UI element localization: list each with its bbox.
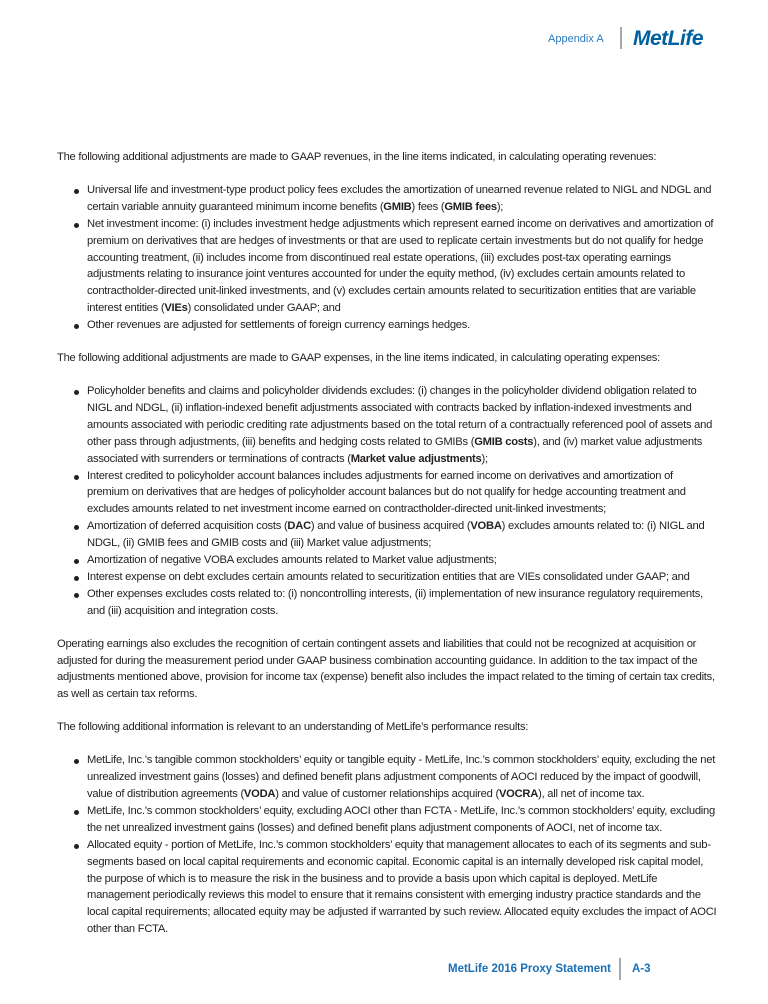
list-item [87, 586, 717, 620]
document-body [57, 149, 717, 954]
list-item [87, 837, 717, 938]
bold-term: VOBA [470, 520, 502, 533]
header-divider [620, 27, 622, 49]
section-label: Appendix A [548, 33, 604, 45]
bold-term: VOCRA [498, 788, 539, 800]
text-segment: ) and value of customer relationships acquired ( [275, 788, 499, 800]
list-item [87, 383, 717, 468]
paragraph [57, 636, 717, 704]
list-item [87, 552, 717, 569]
bullet-list [57, 383, 717, 620]
page-footer [0, 958, 768, 984]
bullet-list [57, 182, 717, 334]
list-item [87, 182, 717, 216]
text-segment: Operating earnings also excludes the recognition of certain contingent assets and liabilities that could not be recognized at acquisition or adjusted for during the measurement period under GAAP business combination accounting guidance. In addition to the tax impact of the adjustments mentioned above, provision for income tax (expense) benefit also includes the impact related to the timing of certain tax credits, as well as certain tax reforms. [57, 637, 715, 701]
list-item [87, 468, 717, 519]
text-segment: ) and value of business acquired ( [310, 520, 471, 533]
text-segment: ) excludes amounts related to: (i) NIGL and NDGL, (ii) GMIB fees and GMIB costs and (iii) Market value adjustments; [87, 520, 705, 550]
bold-term: Market value adjustments [350, 452, 482, 465]
text-segment: Net investment income: (i) includes investment hedge adjustments which represent earned income on derivatives and amortization of premium on derivatives that are hedges of investments or that are used to replicate certain investments but do not qualify for hedge accounting treatment, (ii) includes income from discontinued real estate operations, (iii) excludes post-tax operating earnings adjustments relating to insurance joint ventures accounted for under the equity method, (iv) excludes certain amounts related to contractholder-directed unit-linked investments, and (v) excludes certain amounts related to securitization entities that are variable interest entities ( [87, 217, 714, 315]
text-segment: Allocated equity - portion of MetLife, Inc.’s common stockholders’ equity that management allocates to each of its segments and sub-segments based on local capital requirements and economic capital. Economic capital is an internally developed risk capital model, the purpose of which is to measure the risk in the business and to provide a basis upon which capital is deployed. MetLife management periodically reviews this model to ensure that it remains consistent with emerging industry practice standards and the local capital requirements; allocated equity may be adjusted if warranted by such review. Allocated equity excludes the impact of AOCI other than FCTA. [87, 838, 717, 936]
bold-term: GMIB [383, 200, 412, 213]
text-segment: Interest expense on debt excludes certain amounts related to securitization entities that are VIEs consolidated under GAAP; and [87, 570, 690, 583]
text-segment: Other revenues are adjusted for settlements of foreign currency earnings hedges. [87, 319, 470, 332]
text-segment: Other expenses excludes costs related to: (i) noncontrolling interests, (ii) implementation of new insurance regulatory requirements, and (iii) acquisition and integration costs. [87, 587, 703, 617]
text-segment: ), all net of income tax. [538, 788, 645, 800]
text-segment: The following additional information is relevant to an understanding of MetLife’s performance results: [57, 721, 529, 734]
text-segment: ); [496, 200, 504, 213]
text-segment: ) consolidated under GAAP; and [187, 302, 341, 315]
text-segment: Interest credited to policyholder account balances includes adjustments for earned income on derivatives and amortization of premium on derivatives that are hedges of policyholder account balances but do not qualify for hedge accounting treatment and excludes amounts related to net investment income earned on contractholder-directed unit-linked investments; [87, 469, 686, 516]
page-header [0, 27, 768, 57]
list-item [87, 317, 717, 334]
paragraph [57, 350, 717, 367]
bold-term: GMIB costs [474, 435, 534, 448]
list-item [87, 518, 717, 552]
text-segment: ); [481, 452, 488, 465]
text-segment: Universal life and investment-type product policy fees excludes the amortization of unearned revenue related to NIGL and NDGL and certain variable annuity guaranteed minimum income benefits ( [87, 183, 712, 213]
paragraph [57, 719, 717, 736]
bold-term: DAC [287, 520, 311, 533]
bold-term: VODA [243, 788, 276, 800]
text-segment: Policyholder benefits and claims and policyholder dividends excludes: (i) changes in the policyholder dividend obligation related to NIGL and NDGL, (ii) inflation-indexed benefit adjustments associated with contracts backed by inflation-indexed investments and amounts associated with periodic crediting rate adjustments based on the total return of a contractually referenced pool of assets and other pass through adjustments, (iii) benefits and hedging costs related to GMIBs ( [87, 384, 713, 448]
text-segment: Amortization of deferred acquisition costs ( [87, 520, 288, 533]
text-segment: Amortization of negative VOBA excludes amounts related to Market value adjustments; [87, 554, 497, 567]
list-item [87, 569, 717, 586]
list-item [87, 752, 717, 803]
list-item [87, 803, 717, 837]
metlife-logo: MetLife [633, 27, 703, 50]
text-segment: ) fees ( [411, 200, 445, 213]
text-segment: MetLife, Inc.’s common stockholders’ equity, excluding AOCI other than FCTA - MetLife, Inc.’s common stockholders’ equity, excluding the net unrealized investment gains (losses) and defined benefit plans adjustment components of AOCI, net of income tax. [87, 804, 715, 834]
page-number: A-3 [632, 963, 651, 975]
bold-term: GMIB fees [444, 200, 497, 213]
bullet-list [57, 752, 717, 938]
footer-divider [619, 958, 621, 980]
bold-term: VIEs [164, 302, 188, 315]
text-segment: ), and (iv) market value adjustments associated with surrenders or terminations of contracts ( [87, 435, 703, 465]
text-segment: The following additional adjustments are made to GAAP revenues, in the line items indicated, in calculating operating revenues: [57, 151, 657, 163]
text-segment: The following additional adjustments are made to GAAP expenses, in the line items indicated, in calculating operating expenses: [57, 352, 660, 365]
footer-title: MetLife 2016 Proxy Statement [448, 963, 611, 975]
paragraph [57, 149, 717, 166]
text-segment: MetLife, Inc.’s tangible common stockholders’ equity or tangible equity - MetLife, Inc.’s common stockholders’ equity, excluding the net unrealized investment gains (losses) and defined benefit plans adjustment components of AOCI reduced by the impact of goodwill, value of distribution agreements ( [87, 754, 716, 800]
list-item [87, 216, 717, 317]
